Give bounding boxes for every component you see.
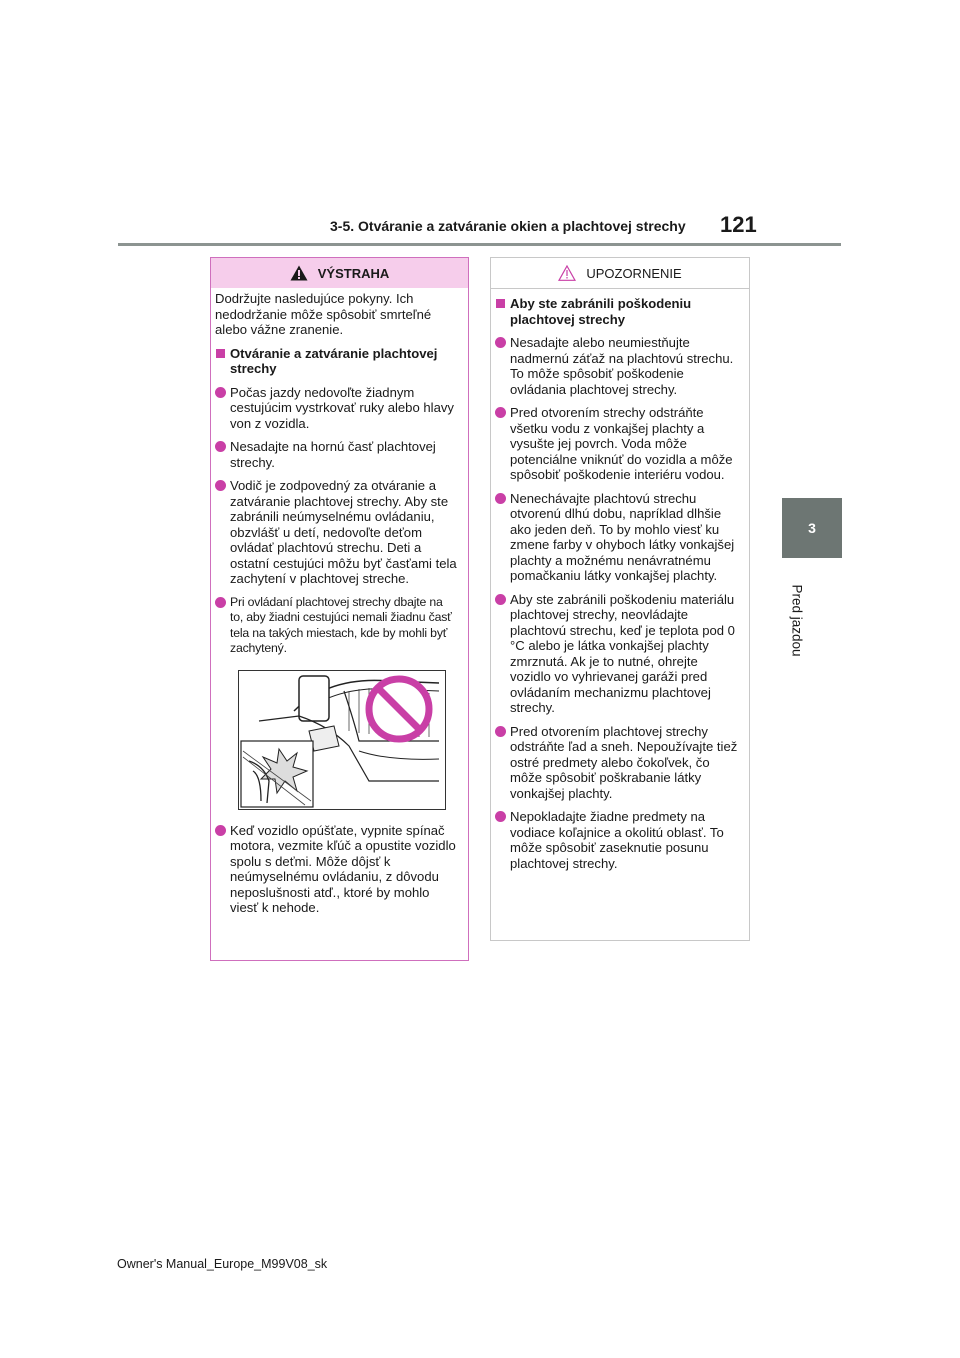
warning-triangle-icon [290, 265, 308, 281]
caution-item: Nepokladajte žiadne predmety na vodiace koľajnice a okolitú oblasť. To môže spôsobiť zaseknutie posunu plachtovej strechy. [495, 809, 739, 871]
warning-item: Keď vozidlo opúšťate, vypnite spínač motora, vezmite kľúč a opustite vozidlo spolu s deťmi. Môže dôjsť k neúmyselnému ovládaniu, z dôvodu neposlušnosti atď., ktoré by mohlo viesť k nehode. [215, 823, 458, 916]
warning-item: Pri ovládaní plachtovej strechy dbajte na to, aby žiadni cestujúci nemali žiadnu časť tela na takých miestach, kde by mohli byť zachytený. [215, 595, 458, 657]
warning-item: Počas jazdy nedovoľte žiadnym cestujúcim vystrkovať ruky alebo hlavy von z vozidla. [215, 385, 458, 432]
caution-triangle-icon [558, 265, 576, 281]
chapter-tab[interactable]: 3 [782, 498, 842, 558]
warning-intro: Dodržujte nasledujúce pokyny. Ich nedodržanie môže spôsobiť smrteľné alebo vážne zranenie. [215, 291, 432, 337]
header-rule [118, 243, 841, 246]
caution-box [490, 257, 750, 941]
footer-manual-id: Owner's Manual_Europe_M99V08_sk [117, 1257, 328, 1271]
warning-item: Vodič je zodpovedný za otváranie a zatváranie plachtovej strechy. Aby ste zabránili neúmyselnému ovládaniu, obzvlášť u detí, nedovoľte deťom ovládať plachtovú strechu. Deti a ostatní cestujúci môžu byť časťami tela zachytení v plachtovej streche. [215, 478, 458, 587]
caution-item: Nesadajte alebo neumiestňujte nadmernú záťaž na plachtovú strechu. To môže spôsobiť poškodenie ovládania plachtovej strechy. [495, 335, 739, 397]
caution-item: Pred otvorením plachtovej strechy odstráňte ľad a sneh. Nepoužívajte tiež ostré predmety alebo čokoľvek, čo môže spôsobiť poškrabanie látky vonkajšej plachty. [495, 724, 739, 802]
caution-subheading: Aby ste zabránili poškodeniu plachtovej strechy [495, 296, 739, 327]
soft-top-hand-illustration [239, 671, 445, 809]
chapter-label [782, 568, 812, 678]
caution-title: UPOZORNENIE [586, 265, 682, 281]
prohibition-illustration [238, 670, 446, 810]
caution-item: Nenechávajte plachtovú strechu otvorenú dlhú dobu, napríklad dlhšie ako jeden deň. To by mohlo viesť ku zmene farby v ohyboch látky vonkajšej plachty a možnému nenávratnému pomačkaniu látky vonkajšej plachty. [495, 491, 739, 584]
warning-item: Nesadajte na hornú časť plachtovej strechy. [215, 439, 458, 470]
warning-box [210, 257, 469, 961]
caution-item: Pred otvorením strechy odstráňte všetku vodu z vonkajšej plachty a vysušte jej povrch. Voda môže potenciálne vniknúť do vozidla a môže spôsobiť poškodenie interiéru vodou. [495, 405, 739, 483]
caution-item: Aby ste zabránili poškodeniu materiálu plachtovej strechy, neovládajte plachtovú strechu, keď je teplota pod 0 °C alebo je látka vonkajšej plachty zmrznutá. Ak je to nutné, ohrejte vozidlo vo vyhrievanej garáži pred ovládaním mechanizmu plachtovej strechy. [495, 592, 739, 716]
header-title: 3-5. Otváranie a zatváranie okien a plachtovej strechy [330, 218, 686, 234]
warning-header [211, 258, 468, 288]
warning-title: VÝSTRAHA [317, 265, 390, 281]
warning-subheading: Otváranie a zatváranie plachtovej strechy [215, 346, 458, 377]
caution-body [491, 289, 749, 871]
chapter-label-text: Pred jazdou [789, 584, 805, 657]
caution-header [491, 258, 749, 289]
warning-body [211, 288, 468, 916]
page-number: 121 [720, 212, 757, 237]
